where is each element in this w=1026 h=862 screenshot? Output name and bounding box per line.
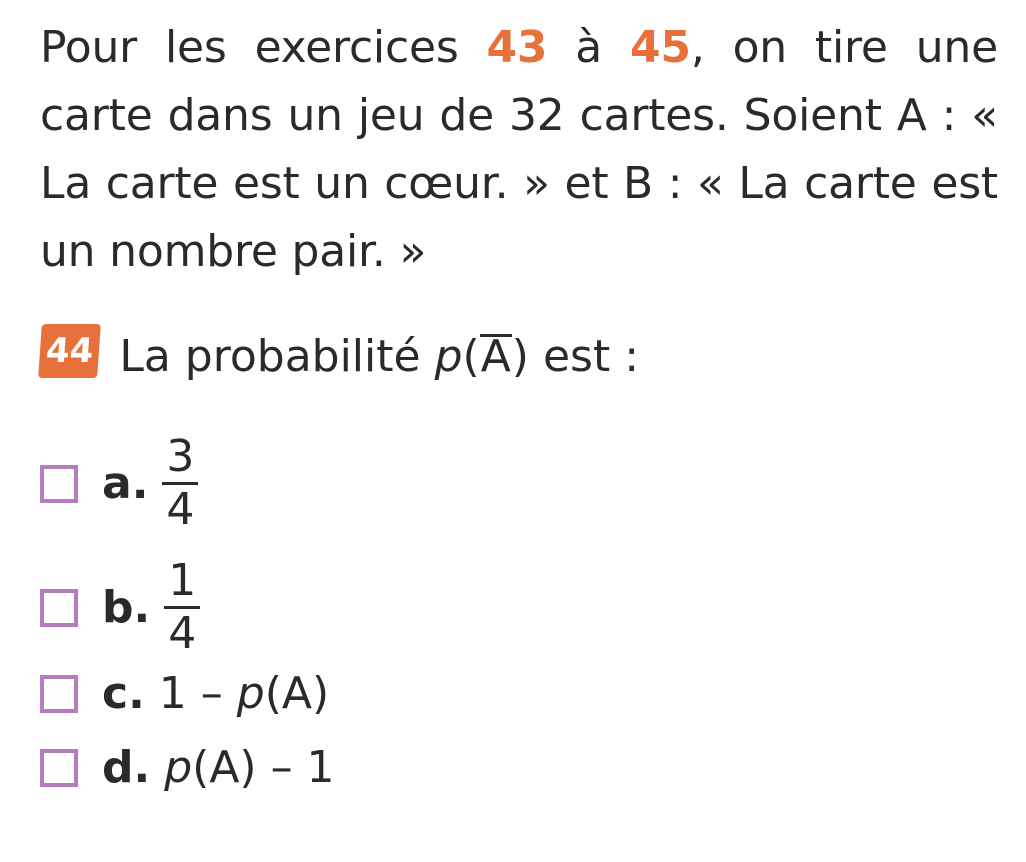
question-event-complement: A bbox=[480, 331, 511, 382]
question-before: La probabilité bbox=[119, 331, 435, 382]
option-a[interactable] bbox=[40, 432, 198, 535]
checkbox-d[interactable] bbox=[40, 749, 78, 787]
exercise-number-badge: 44 bbox=[38, 324, 101, 378]
option-letter-d: d. bbox=[102, 742, 151, 793]
option-letter-c: c. bbox=[102, 668, 145, 719]
intro-text-end: , on tire une carte dans un jeu de 32 cartes. Soient A : « La carte est un cœur. » et B : « La carte est un nombre pair. » bbox=[40, 22, 998, 277]
checkbox-b[interactable] bbox=[40, 589, 78, 627]
fraction-a-denominator: 4 bbox=[166, 484, 195, 535]
expression-c bbox=[159, 668, 329, 719]
expression-c-var: p bbox=[236, 668, 265, 719]
option-letter-a: a. bbox=[102, 458, 149, 509]
option-d[interactable] bbox=[40, 742, 335, 793]
fraction-a-numerator: 3 bbox=[166, 431, 195, 482]
question-text bbox=[119, 327, 639, 387]
expression-c-before: 1 – bbox=[158, 668, 237, 719]
intro-text-between: à bbox=[547, 22, 630, 73]
expression-d bbox=[164, 742, 334, 793]
fraction-a bbox=[162, 432, 198, 535]
exercise-ref-45: 45 bbox=[630, 22, 691, 73]
fraction-b-numerator: 1 bbox=[168, 555, 197, 606]
intro-paragraph bbox=[40, 14, 998, 286]
fraction-b-denominator: 4 bbox=[168, 608, 197, 659]
exercise-header bbox=[40, 322, 639, 392]
checkbox-a[interactable] bbox=[40, 465, 78, 503]
question-close-paren: ) bbox=[511, 331, 529, 382]
question-after: est : bbox=[528, 331, 640, 382]
exercise-ref-43: 43 bbox=[486, 22, 548, 73]
intro-text-start: Pour les exercices bbox=[40, 22, 487, 73]
option-letter-b: b. bbox=[102, 582, 151, 633]
checkbox-c[interactable] bbox=[40, 675, 78, 713]
option-c[interactable] bbox=[40, 668, 329, 719]
question-p: p bbox=[434, 331, 463, 382]
fraction-b bbox=[164, 556, 200, 659]
question-open-paren: ( bbox=[462, 331, 480, 382]
expression-c-after: (A) bbox=[264, 668, 330, 719]
expression-d-after: (A) – 1 bbox=[192, 742, 335, 793]
option-b[interactable] bbox=[40, 556, 200, 659]
expression-d-var: p bbox=[164, 742, 193, 793]
